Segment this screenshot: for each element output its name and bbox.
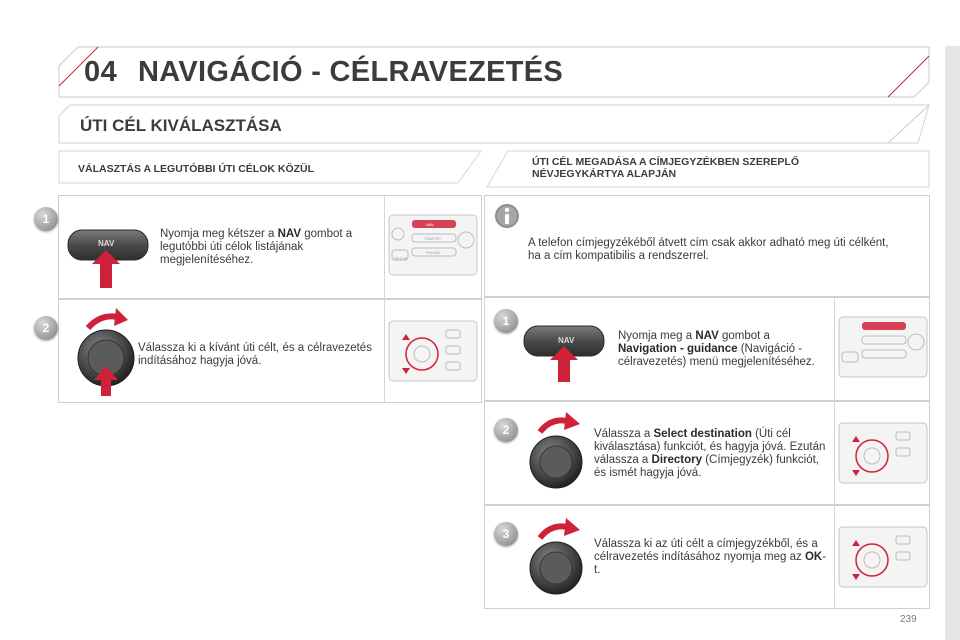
chapter-title: NAVIGÁCIÓ - CÉLRAVEZETÉS: [138, 56, 564, 88]
panel-setup-label: SETUP: [394, 256, 408, 261]
rotary-knob-illustration-right-3: [522, 512, 602, 604]
rotary-knob-illustration-right-2: [522, 408, 602, 498]
left-subtitle: VÁLASZTÁS A LEGUTÓBBI ÚTI CÉLOK KÖZÜL: [78, 163, 315, 175]
nav-button-label-right: NAV: [558, 336, 575, 345]
knob-panel-diagram-right-2: [838, 422, 928, 484]
panel-phone-label: PHONE: [426, 250, 441, 255]
side-strip: [945, 46, 960, 640]
left-divider: [384, 195, 385, 403]
right-step-1-text: Nyomja meg a NAV gombot a Navigation - guidance (Navigáció - célravezetés) menü megjelenítéséhez.: [618, 330, 815, 368]
left-step-1-text: Nyomja meg kétszer a NAV gombot a legutóbbi úti célok listájának megjelenítéséhez.: [160, 228, 353, 266]
right-divider: [834, 297, 835, 609]
step-badge-right-2: 2: [494, 418, 518, 442]
right-step-3-text: Válassza ki az úti célt a címjegyzékből, és a célravezetés indításához nyomja meg az OK-t.: [594, 538, 827, 576]
section-title: ÚTI CÉL KIVÁLASZTÁSA: [80, 116, 282, 135]
right-step-2-text: Válassza a Select destination (Úti cél kiválasztása) funkciót, és hagyja jóvá. Ezután válassza a Directory (Címjegyzék) funkciót, és ismét hagyja jóvá.: [594, 428, 826, 479]
nav-button-label: NAV: [98, 239, 115, 248]
panel-traffic-label: TRAFFIC: [424, 236, 441, 241]
step-badge-right-3: 3: [494, 522, 518, 546]
step-badge-left-2: 2: [34, 316, 58, 340]
right-subtitle: ÚTI CÉL MEGADÁSA A CÍMJEGYZÉKBEN SZEREPLŐ NÉVJEGYKÁRTYA ALAPJÁN: [532, 156, 799, 180]
control-panel-diagram-right: [838, 316, 928, 378]
knob-panel-diagram-right-3: [838, 526, 928, 588]
knob-panel-diagram: [388, 320, 478, 382]
panel-nav-label: NAV: [426, 222, 434, 227]
info-text: A telefon címjegyzékéből átvett cím csak akkor adható meg úti célként, ha a cím kompatibilis a rendszerrel.: [528, 237, 889, 262]
nav-button-illustration-right: [522, 320, 608, 386]
step-badge-right-1: 1: [494, 309, 518, 333]
nav-button-illustration: [66, 222, 152, 294]
left-step-2-text: Válassza ki a kívánt úti célt, és a célravezetés indításához hagyja jóvá.: [138, 342, 372, 367]
chapter-number: 04: [84, 56, 118, 88]
info-icon: [494, 203, 520, 229]
step-badge-left-1: 1: [34, 207, 58, 231]
page-number: 239: [900, 614, 917, 625]
